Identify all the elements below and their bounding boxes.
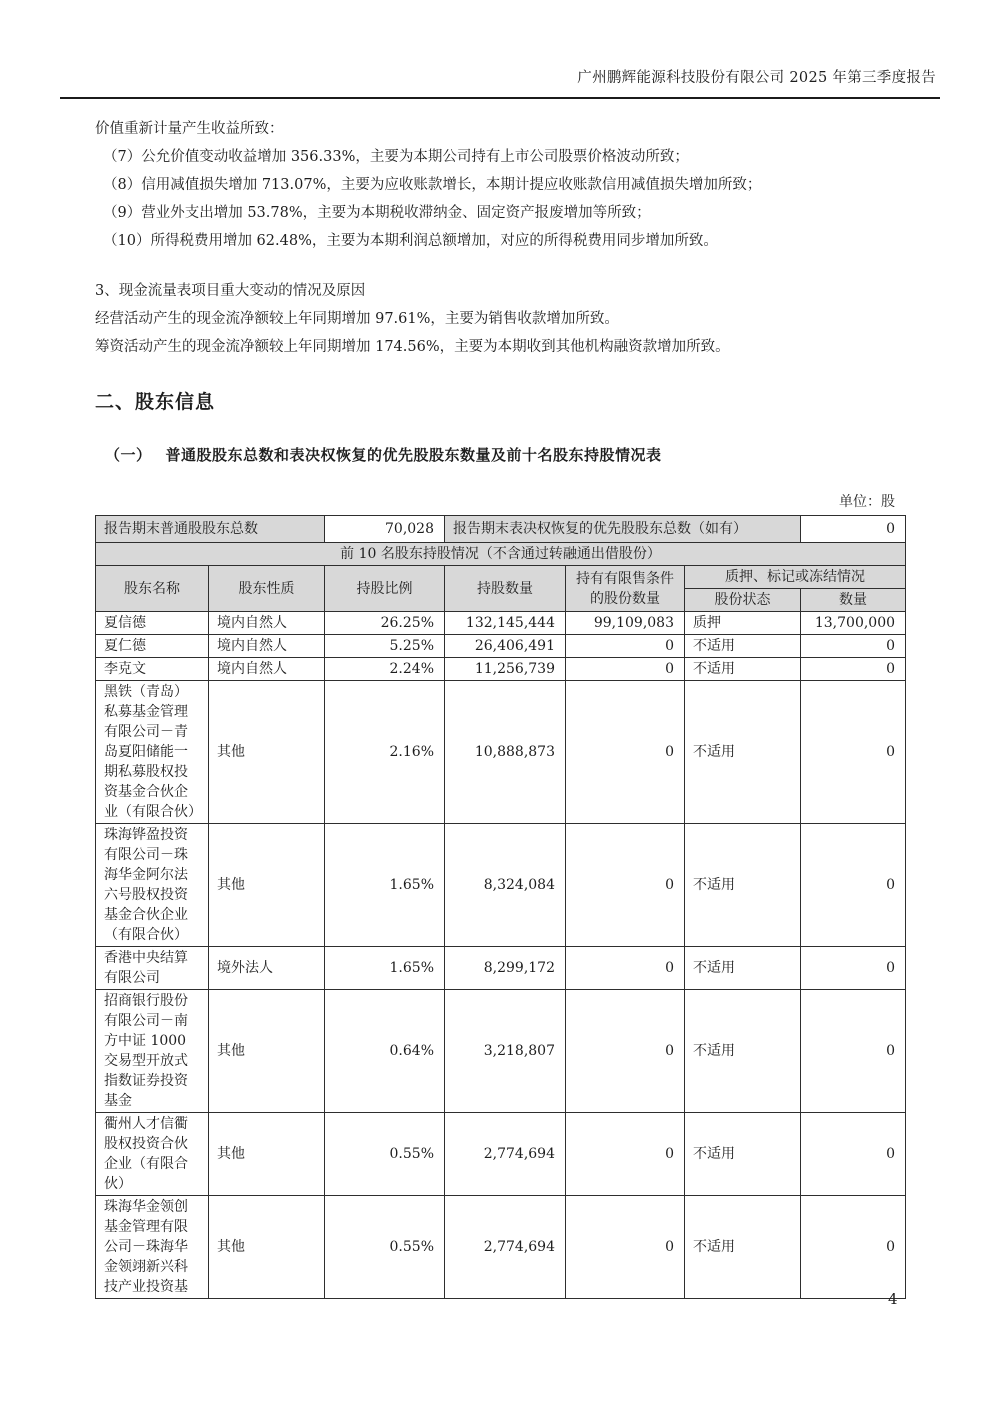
subsection-heading <box>105 444 940 465</box>
header-pledge-group: 质押、标记或冻结情况 <box>685 566 906 589</box>
table-row <box>96 1113 906 1196</box>
table-header-row-1 <box>96 566 906 589</box>
shareholder-nature: 境外法人 <box>209 947 325 990</box>
table-row <box>96 824 906 947</box>
shareholder-name: 李克文 <box>96 658 209 681</box>
shareholding-count: 2,774,694 <box>445 1113 566 1196</box>
header-pledge-qty: 数量 <box>801 589 906 612</box>
paragraph-item-10: （10）所得税费用增加 62.48%，主要为本期利润总额增加，对应的所得税费用同步增加所致。 <box>103 233 718 249</box>
restricted-shares: 0 <box>566 635 685 658</box>
shareholder-name: 夏仁德 <box>96 635 209 658</box>
shareholding-ratio: 2.24% <box>325 658 445 681</box>
table-subtitle: 前 10 名股东持股情况（不含通过转融通出借股份） <box>96 543 906 566</box>
restricted-shares: 0 <box>566 947 685 990</box>
restricted-shares: 0 <box>566 681 685 824</box>
shareholding-ratio: 5.25% <box>325 635 445 658</box>
report-title: 广州鹏辉能源科技股份有限公司 2025 年第三季度报告 <box>577 70 936 86</box>
shareholder-nature: 境内自然人 <box>209 635 325 658</box>
restricted-shares: 0 <box>566 658 685 681</box>
section2-heading: 二、股东信息 <box>95 391 216 413</box>
common-shareholders-value: 70,028 <box>325 516 445 543</box>
pledge-status: 不适用 <box>685 1113 801 1196</box>
shareholding-count: 8,324,084 <box>445 824 566 947</box>
shareholder-nature: 境内自然人 <box>209 658 325 681</box>
pledge-quantity: 0 <box>801 990 906 1113</box>
shareholding-count: 3,218,807 <box>445 990 566 1113</box>
pledge-status: 不适用 <box>685 824 801 947</box>
header-divider <box>60 97 940 99</box>
restricted-shares: 0 <box>566 1196 685 1299</box>
header-nature: 股东性质 <box>209 566 325 612</box>
page-number: 4 <box>888 1290 898 1308</box>
header-shares: 持股数量 <box>445 566 566 612</box>
shareholding-ratio: 1.65% <box>325 947 445 990</box>
common-shareholders-label: 报告期末普通股股东总数 <box>96 516 325 543</box>
pledge-quantity: 0 <box>801 1113 906 1196</box>
unit-label: 单位：股 <box>839 494 895 510</box>
pledge-quantity: 0 <box>801 1196 906 1299</box>
restricted-shares: 0 <box>566 990 685 1113</box>
restricted-shares: 0 <box>566 824 685 947</box>
shareholding-count: 26,406,491 <box>445 635 566 658</box>
shareholder-nature: 其他 <box>209 1113 325 1196</box>
shareholder-name: 香港中央结算有限公司 <box>96 947 209 990</box>
shareholder-name: 珠海华金领创基金管理有限公司－珠海华金领翊新兴科技产业投资基 <box>96 1196 209 1299</box>
shareholder-nature: 其他 <box>209 681 325 824</box>
shareholding-ratio: 0.55% <box>325 1196 445 1299</box>
pledge-quantity: 0 <box>801 681 906 824</box>
table-row <box>96 612 906 635</box>
paragraph-item-7: （7）公允价值变动收益增加 356.33%，主要为本期公司持有上市公司股票价格波动所致； <box>103 149 689 165</box>
shareholder-nature: 境内自然人 <box>209 612 325 635</box>
table-row <box>96 1196 906 1299</box>
shareholder-name: 珠海铧盈投资有限公司－珠海华金阿尔法六号股权投资基金合伙企业（有限合伙） <box>96 824 209 947</box>
table-subtitle-row <box>96 543 906 566</box>
table-row <box>96 947 906 990</box>
header-restricted: 持有有限售条件的股份数量 <box>566 566 685 612</box>
preferred-shareholders-label: 报告期末表决权恢复的优先股股东总数（如有） <box>445 516 801 543</box>
pledge-status: 不适用 <box>685 681 801 824</box>
shareholding-count: 8,299,172 <box>445 947 566 990</box>
body-text <box>95 115 940 361</box>
shareholder-nature: 其他 <box>209 1196 325 1299</box>
shareholder-name: 招商银行股份有限公司－南方中证 1000 交易型开放式指数证券投资基金 <box>96 990 209 1113</box>
pledge-quantity: 0 <box>801 947 906 990</box>
shareholding-ratio: 0.55% <box>325 1113 445 1196</box>
document-header <box>0 0 1000 87</box>
subsection-marker: （一） <box>105 446 152 464</box>
shareholder-nature: 其他 <box>209 990 325 1113</box>
pledge-status: 不适用 <box>685 635 801 658</box>
pledge-quantity: 0 <box>801 658 906 681</box>
shareholding-ratio: 1.65% <box>325 824 445 947</box>
pledge-status: 质押 <box>685 612 801 635</box>
header-ratio: 持股比例 <box>325 566 445 612</box>
paragraph-intro: 价值重新计量产生收益所致： <box>95 121 284 137</box>
header-name: 股东名称 <box>96 566 209 612</box>
table-row <box>96 681 906 824</box>
shareholding-count: 11,256,739 <box>445 658 566 681</box>
shareholder-name: 夏信德 <box>96 612 209 635</box>
shareholding-ratio: 2.16% <box>325 681 445 824</box>
table-row <box>96 658 906 681</box>
restricted-shares: 99,109,083 <box>566 612 685 635</box>
shareholding-count: 132,145,444 <box>445 612 566 635</box>
pledge-quantity: 0 <box>801 824 906 947</box>
section3-line-2: 筹资活动产生的现金流净额较上年同期增加 174.56%，主要为本期收到其他机构融资款增加所致。 <box>95 339 730 355</box>
paragraph-item-8: （8）信用减值损失增加 713.07%，主要为应收账款增长，本期计提应收账款信用减值损失增加所致； <box>103 177 762 193</box>
shareholder-name: 衢州人才信衢股权投资合伙企业（有限合伙） <box>96 1113 209 1196</box>
pledge-quantity: 0 <box>801 635 906 658</box>
pledge-status: 不适用 <box>685 658 801 681</box>
summary-row <box>96 516 906 543</box>
table-row <box>96 635 906 658</box>
section3-title: 3、现金流量表项目重大变动的情况及原因 <box>95 283 366 299</box>
pledge-status: 不适用 <box>685 1196 801 1299</box>
pledge-status: 不适用 <box>685 990 801 1113</box>
shareholding-ratio: 26.25% <box>325 612 445 635</box>
shareholder-nature: 其他 <box>209 824 325 947</box>
shareholding-ratio: 0.64% <box>325 990 445 1113</box>
shareholding-count: 10,888,873 <box>445 681 566 824</box>
subsection-title: 普通股股东总数和表决权恢复的优先股股东数量及前十名股东持股情况表 <box>165 446 662 464</box>
pledge-status: 不适用 <box>685 947 801 990</box>
shareholding-count: 2,774,694 <box>445 1196 566 1299</box>
paragraph-item-9: （9）营业外支出增加 53.78%，主要为本期税收滞纳金、固定资产报废增加等所致； <box>103 205 651 221</box>
shareholders-table <box>95 515 906 1299</box>
pledge-quantity: 13,700,000 <box>801 612 906 635</box>
preferred-shareholders-value: 0 <box>801 516 906 543</box>
section3-line-1: 经营活动产生的现金流净额较上年同期增加 97.61%，主要为销售收款增加所致。 <box>95 311 619 327</box>
restricted-shares: 0 <box>566 1113 685 1196</box>
shareholder-name: 黑铁（青岛）私募基金管理有限公司－青岛夏阳储能一期私募股权投资基金合伙企业（有限合伙） <box>96 681 209 824</box>
header-pledge-status: 股份状态 <box>685 589 801 612</box>
table-row <box>96 990 906 1113</box>
